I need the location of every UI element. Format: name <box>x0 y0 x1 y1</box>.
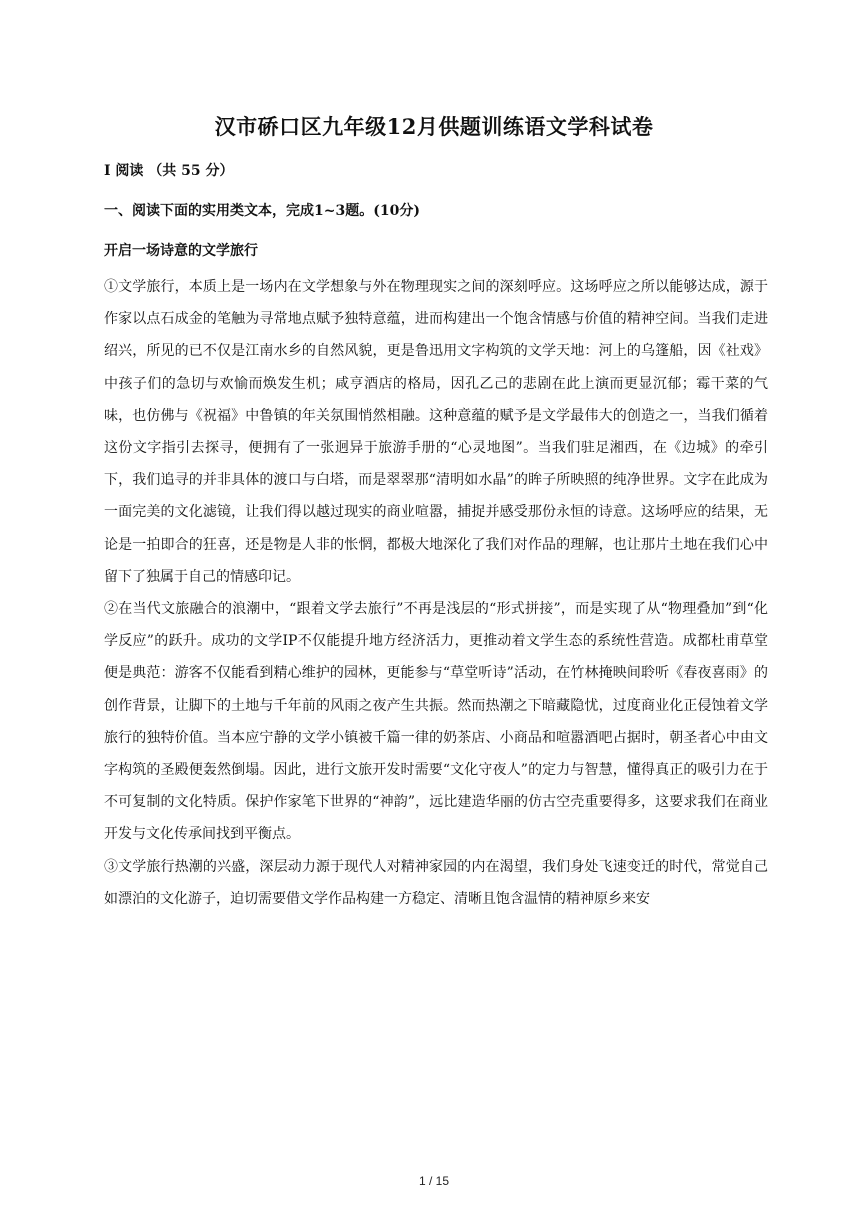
article-body <box>104 271 768 915</box>
section-reading-heading: Ⅰ 阅读 （共 55 分） <box>104 163 234 179</box>
article-title: 开启一场诗意的文学旅行 <box>104 243 258 259</box>
page-number: 1 / 15 <box>418 1174 450 1188</box>
paragraph-2: ②在当代文旅融合的浪潮中，“跟着文学去旅行”不再是浅层的“形式拼接”，而是实现了从“物理叠加”到“化学反应”的跃升。成功的文学IP不仅能提升地方经济活力，更推动着文学生态的系统性营造。成都杜甫草堂便是典范：游客不仅能看到精心维护的园林，更能参与“草堂听诗”活动，在竹林掩映间聆听《春夜喜雨》的创作背景，让脚下的土地与千年前的风雨之夜产生共振。然而热潮之下暗藏隐忧，过度商业化正侵蚀着文学旅行的独特价值。当本应宁静的文学小镇被千篇一律的奶茶店、小商品和喧嚣酒吧占据时，朝圣者心中由文字构筑的圣殿便轰然倒塌。因此，进行文旅开发时需要“文化守夜人”的定力与智慧，懂得真正的吸引力在于不可复制的文化特质。保护作家笔下世界的“神韵”，远比建造华丽的仿古空壳重要得多，这要求我们在商业开发与文化传承间找到平衡点。 <box>104 601 768 843</box>
question-intro: 一、阅读下面的实用类文本，完成1~3题。(10分) <box>104 203 420 219</box>
document-title: 汉市硚口区九年级12月供题训练语文学科试卷 <box>214 114 654 139</box>
paragraph-1: ①文学旅行，本质上是一场内在文学想象与外在物理现实之间的深刻呼应。这场呼应之所以能够达成，源于作家以点石成金的笔触为寻常地点赋予独特意蕴，进而构建出一个饱含情感与价值的精神空间。当我们走进绍兴，所见的已不仅是江南水乡的自然风貌，更是鲁迅用文字构筑的文学天地：河上的乌篷船，因《社戏》中孩子们的急切与欢愉而焕发生机；咸亨酒店的格局，因孔乙己的悲剧在此上演而更显沉郁；霉干菜的气味，也仿佛与《祝福》中鲁镇的年关氛围悄然相融。这种意蕴的赋予是文学最伟大的创造之一，当我们循着这份文字指引去探寻，便拥有了一张迥异于旅游手册的“心灵地图”。当我们驻足湘西，在《边城》的牵引下，我们追寻的并非具体的渡口与白塔，而是翠翠那“清明如水晶”的眸子所映照的纯净世界。文字在此成为一面完美的文化滤镜，让我们得以越过现实的商业喧嚣，捕捉并感受那份永恒的诗意。这场呼应的结果，无论是一拍即合的狂喜，还是物是人非的怅惘，都极大地深化了我们对作品的理解，也让那片土地在我们心中留下了独属于自己的情感印记。 <box>104 279 768 585</box>
paragraph-3: ③文学旅行热潮的兴盛，深层动力源于现代人对精神家园的内在渴望，我们身处飞速变迁的时代，常觉自己如漂泊的文化游子，迫切需要借文学作品构建一方稳定、清晰且饱含温情的精神原乡来安 <box>104 858 768 907</box>
